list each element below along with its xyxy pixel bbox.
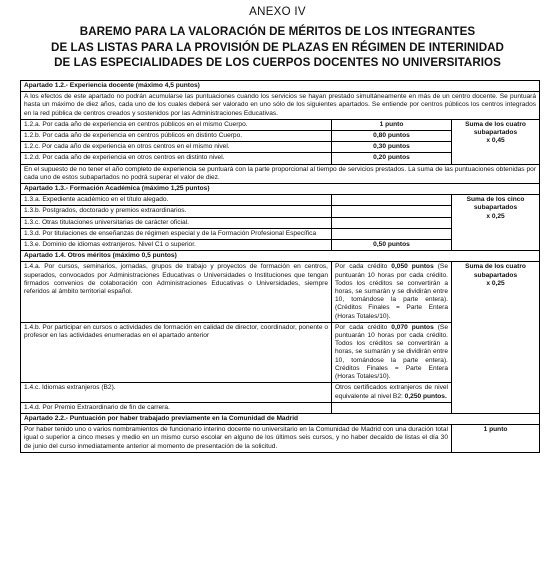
section-heading: Apartado 1.2.- Experiencia docente (máximo 4,5 puntos) xyxy=(21,81,540,92)
sum-line: subapartados xyxy=(473,271,518,279)
section-1-4-heading-row xyxy=(21,251,540,262)
sum-line: x 0,25 xyxy=(486,279,505,287)
item-points xyxy=(332,262,452,322)
item-points: 0,20 puntos xyxy=(332,153,452,164)
item-label: 1.4.a. Por cursos, seminarios, jornadas, grupos de trabajo y proyectos de formación en centros, superados, convocados por Administraciones Educativas o Universidades o Instituciones que tengan firmados convenios de colaboración con Administraciones Educativas o Universidades, siempre referidos al ámbito territorial español. xyxy=(21,262,332,322)
section-sum xyxy=(452,262,540,413)
points-value: 0,070 puntos xyxy=(391,323,434,331)
points-text: Por cada crédito xyxy=(335,323,392,331)
item-label: 1.4.c. Idiomas extranjeros (B2). xyxy=(21,383,332,402)
item-label: 1.3.d. Por titulaciones de enseñanzas de régimen especial y de la Formación Profesional Específica xyxy=(21,228,332,239)
table-row xyxy=(21,119,540,130)
points-text: Otros certificados extranjeros de nivel equivalente al nivel B2: xyxy=(335,384,448,400)
scoring-table xyxy=(20,80,540,453)
points-text: (Se puntuarán 10 horas por cada crédito. Todos los créditos se convertirán a horas, se sumarán y se dividirán entre 10, tomándose la parte entera). Créditos Finales = Parte Entera (Horas Totales/10). xyxy=(335,323,448,381)
sum-line: Suma de los cinco xyxy=(466,196,525,204)
annex-label: ANEXO IV xyxy=(249,6,306,18)
item-label: 1.2.b. Por cada año de experiencia en centros públicos en distinto Cuerpo. xyxy=(21,131,332,142)
item-label: Por haber tenido uno o varios nombramientos de funcionario interino docente no universitario en la Comunidad de Madrid con una duración total igual o superior a cinco meses y medio en un mismo curso escolar en alguno de los últimos seis cursos, y no haber decaído de listas el día 30 de junio del curso inmediatamente anterior al momento de presentación de la solicitud. xyxy=(21,425,452,453)
item-label: 1.3.b. Postgrados, doctorado y premios extraordinarios. xyxy=(21,206,332,217)
item-points xyxy=(332,206,452,217)
section-2-2-heading-row xyxy=(21,413,540,424)
sum-line: x 0,45 xyxy=(486,137,505,145)
points-value: 0,250 puntos. xyxy=(404,392,447,400)
item-points: 0,50 puntos xyxy=(332,240,452,251)
title-line: DE LAS ESPECIALIDADES DE LOS CUERPOS DOCENTES NO UNIVERSITARIOS xyxy=(54,56,501,69)
sum-line: Suma de los cuatro xyxy=(465,120,526,128)
sum-line: Suma de los cuatro xyxy=(465,263,526,271)
item-points: 1 punto xyxy=(332,119,452,130)
sum-line: subapartados xyxy=(473,129,518,137)
document-title xyxy=(20,24,535,71)
section-1-2-intro-row xyxy=(21,92,540,120)
item-points xyxy=(332,195,452,206)
section-intro: A los efectos de este apartado no podrán acumularse las puntuaciones cuando los servicios se hayan prestado simultáneamente en más de un centro docente. Se puntuará hasta un máximo de diez años, cada uno de los cuales deberá ser valorado en uno sólo de los siguientes apartados. Se entiende por centros públicos los centros integrados en la red pública de centros creados y sostenidos por las Administraciones Educativas. xyxy=(21,92,540,120)
points-text: (Se puntuarán 10 horas por cada crédito. Todos los créditos se convertirán a horas, se sumarán y se dividirán entre 10, tomándose la parte entera). (Créditos Finales = Parte Entera (Horas Totales/10). xyxy=(335,263,448,320)
item-label: 1.2.a. Por cada año de experiencia en centros públicos en el mismo Cuerpo. xyxy=(21,119,332,130)
item-points xyxy=(332,217,452,228)
sum-line: subapartados xyxy=(473,204,518,212)
title-line: DE LAS LISTAS PARA LA PROVISIÓN DE PLAZAS EN RÉGIMEN DE INTERINIDAD xyxy=(51,40,504,54)
item-label: 1.2.c. Por cada año de experiencia en otros centros en el mismo nivel. xyxy=(21,142,332,153)
title-line: BAREMO PARA LA VALORACIÓN DE MÉRITOS DE LOS INTEGRANTES xyxy=(79,25,476,38)
item-points: 0,80 puntos xyxy=(332,131,452,142)
section-1-3-heading-row xyxy=(21,184,540,195)
item-label: 1.4.b. Por participar en cursos o actividades de formación en calidad de director, coordinador, ponente o profesor en las actividades enumeradas en el apartado anterior xyxy=(21,322,332,382)
section-heading: Apartado 1.4. Otros méritos (máximo 0,5 puntos) xyxy=(21,251,540,262)
points-value: 0,050 puntos xyxy=(391,263,434,271)
item-label: 1.3.e. Dominio de idiomas extranjeros. Nivel C1 o superior. xyxy=(21,240,332,251)
item-label: 1.4.d. Por Premio Extraordinario de fin de carrera. xyxy=(21,402,332,413)
section-sum xyxy=(452,195,540,251)
item-points xyxy=(332,402,452,413)
item-points xyxy=(332,383,452,402)
section-sum xyxy=(452,119,540,164)
item-points xyxy=(332,228,452,239)
item-label: 1.3.c. Otras titulaciones universitarias de carácter oficial. xyxy=(21,217,332,228)
section-1-2-footnote-row xyxy=(21,164,540,183)
section-heading: Apartado 1.3.- Formación Académica (máximo 1,25 puntos) xyxy=(21,184,540,195)
section-footnote: En el supuesto de no tener el año completo de experiencia se puntuará con la parte proporcional al tiempo de servicios prestados. La suma de las puntuaciones obtenidas por cada uno de estos subapartados no podrá superar el valor de diez. xyxy=(21,164,540,183)
section-1-2-heading-row xyxy=(21,81,540,92)
sum-line: x 0,25 xyxy=(486,212,505,220)
item-points xyxy=(332,322,452,382)
points-text: Por cada crédito xyxy=(335,263,392,271)
item-label: 1.3.a. Expediente académico en el título alegado. xyxy=(21,195,332,206)
item-label: 1.2.d. Por cada año de experiencia en otros centros en distinto nivel. xyxy=(21,153,332,164)
table-row xyxy=(21,195,540,206)
item-points: 0,30 puntos xyxy=(332,142,452,153)
section-heading: Apartado 2.2.- Puntuación por haber trabajado previamente en la Comunidad de Madrid xyxy=(21,413,540,424)
table-row xyxy=(21,262,540,322)
table-row xyxy=(21,425,540,453)
item-points: 1 punto xyxy=(452,425,540,453)
